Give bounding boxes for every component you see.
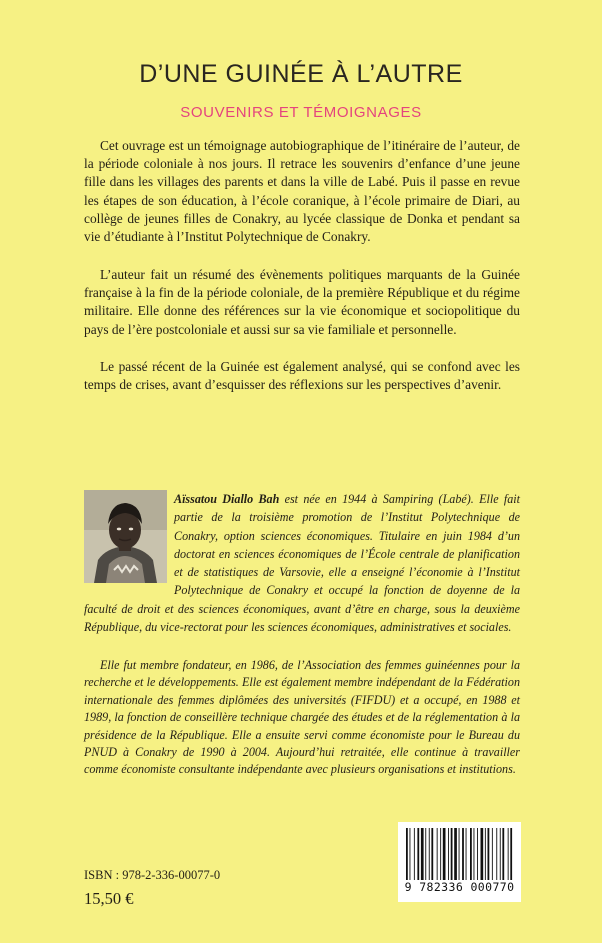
barcode-icon <box>398 822 521 882</box>
barcode-digits: 9 782336 000770 <box>398 880 521 894</box>
summary-paragraph-1: Cet ouvrage est un témoignage autobiographique de l’itinéraire de l’auteur, de la période coloniale à nos jours. Il retrace les souvenirs d’enfance d’une jeune fille dans les villages des parents et dans la ville de Labé. Puis il passe en revue les étapes de son éducation, à l’école coranique, à l’école primaire de Diari, au collège de jeunes filles de Conakry, au lycée classique de Donka et pendant sa vie d’étudiante à l’Institut Polytechnique de Conakry. <box>84 138 520 245</box>
book-title: D’UNE GUINÉE À L’AUTRE <box>139 60 463 88</box>
isbn: ISBN : 978-2-336-00077-0 <box>84 868 221 882</box>
summary-paragraph-2: L’auteur fait un résumé des évènements politiques marquants de la Guinée française à la fin de la période coloniale, de la première République et du régime militaire. Elle donne des références sur la vie économique et sociopolitique du pays de l’ère postcoloniale et aussi sur sa vie familiale et personnelle. <box>84 267 520 337</box>
price: 15,50 € <box>84 889 134 908</box>
book-subtitle: SOUVENIRS ET TÉMOIGNAGES <box>180 104 422 121</box>
photo-spacer <box>84 490 174 582</box>
author-bio-paragraph-2: Elle fut membre fondateur, en 1986, de l’Association des femmes guinéennes pour la recherche et le développements. Elle est également membre indépendant de la Fédération internationale des femmes diplômées des universités (FIFDU) et a occupé, en 1988 et 1989, la fonction de conseillère technique chargée des études et de la réglementation à la présidence de la République. Elle a ensuite servi comme économiste pour le Bureau du PNUD à Conakry de 1990 à 2004. Aujourd’hui retraitée, elle continue à travailler comme économiste consultante indépendante avec plusieurs organisations et institutions. <box>84 658 520 777</box>
author-name: Aïssatou Diallo Bah <box>174 492 280 506</box>
author-bio-text-1: est née en 1944 à Sampiring (Labé). Elle fait partie de la troisième promotion de l’Institut Polytechnique de Conakry, option sciences économiques. Titulaire en juin 1984 d’un doctorat en sciences économiques de l’École centrale de planification et de statistiques de Varsovie, elle a enseigné l’économie à l’Institut Polytechnique de Conakry et occupé la fonction de doyenne de la faculté de droit et des sciences économiques, avant d’être en charge, sous la deuxième République, du vice-rectorat pour les sciences économiques, administratives et sociales. <box>84 492 520 635</box>
author-bio-paragraph-1 <box>84 490 520 636</box>
summary-paragraph-3: Le passé récent de la Guinée est également analysé, qui se confond avec les temps de crises, avant d’esquisser des réflexions sur les perspectives d’avenir. <box>84 359 520 393</box>
